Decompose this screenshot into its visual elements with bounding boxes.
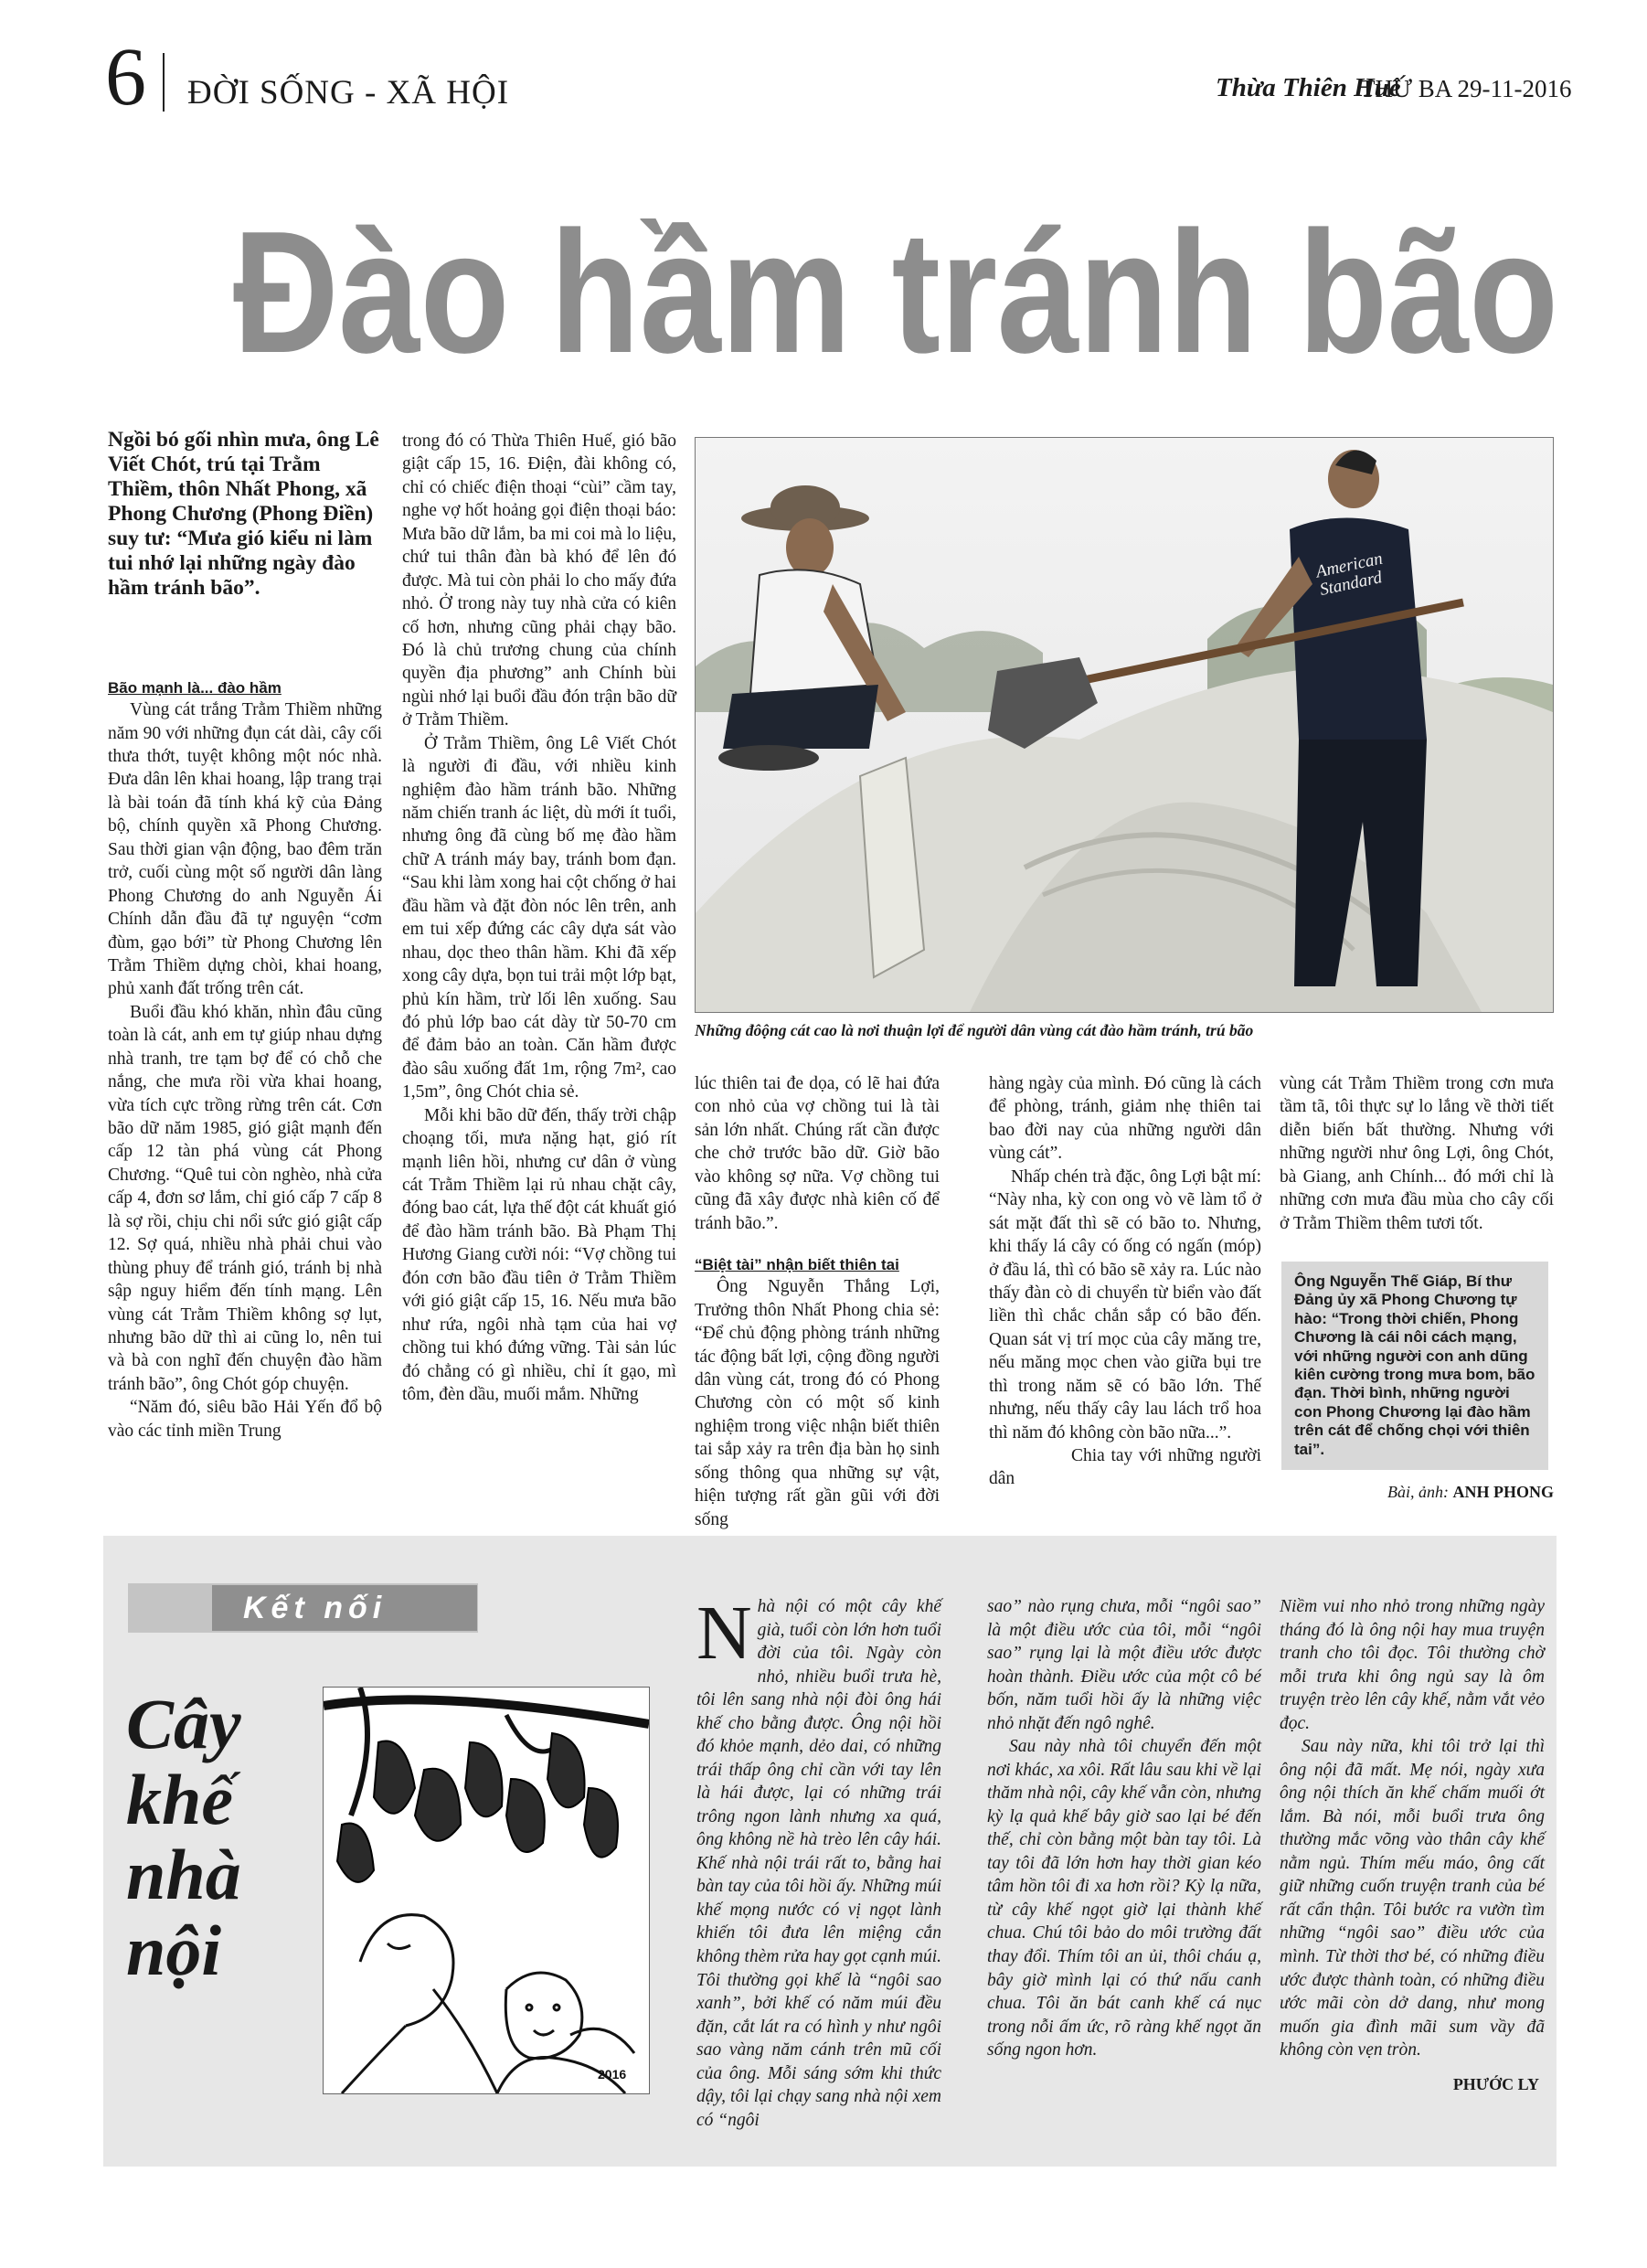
article-lead: Ngồi bó gối nhìn mưa, ông Lê Viết Chót, trú tại Trằm Thiềm, thôn Nhất Phong, xã Phong Chương (Phong Điền) suy tư: “Mưa gió kiểu ni làm tui nhớ lại những ngày đào hầm tránh bão”. [108, 428, 379, 601]
story-title-line: Cây [126, 1684, 241, 1763]
paragraph: Nhấp chén trà đặc, ông Lợi bật mí: “Này nha, kỳ con ong vò vẽ làm tổ ở sát mặt đất thì sẽ có bão to. Nhưng, khi thấy lá cây có ống có ngấn (móp) ở đầu lá, thì có bão sẽ xảy ra. Lúc nào thấy đàn cò di chuyển từ biển vào đất liền thì chắc chắn sắp có bão đến. Quan sát vị trí mọc của cây măng tre, nếu măng mọc chen vào giữa bụi tre thì trong năm sẽ có bão lớn. Thế nhưng, nếu thấy cây lau lách trổ hoa thì năm đó không còn bão nữa...”. [989, 1166, 1261, 1443]
paragraph: “Năm đó, siêu bão Hải Yến đổ bộ vào các tỉnh miền Trung [108, 1398, 382, 1441]
story-title-line: nhà [126, 1835, 241, 1915]
paragraph: lúc thiên tai đe dọa, có lẽ hai đứa con nhỏ của vợ chồng tui là tài sản lớn nhất. Chúng rất cần được che chở trước bão dữ. Giờ bão vào không sợ nữa. Vợ chồng tui cũng đã xây được nhà kiên cố để tránh bão.”. [695, 1074, 940, 1233]
story-author: PHƯỚC LY [1452, 2075, 1539, 2093]
paragraph: vùng cát Trằm Thiềm trong cơn mưa tầm tã, tôi thực sự lo lắng về thời tiết diễn biến bất thường. Nhưng với những người như ông Lợi, ông Chót, bà Giang, anh Chính... đó mới chỉ là những cơn mưa đầu mùa cho cây cối ở Trằm Thiềm thêm tươi tốt. [1280, 1074, 1554, 1233]
sand-digging-illustration [696, 438, 1553, 1012]
sketch-signature: 2016 [598, 2067, 627, 2082]
section-tag-label: Kết nối [212, 1585, 477, 1631]
story-title-line: khế [126, 1759, 233, 1839]
article-column-4 [989, 1072, 1261, 1491]
paragraph: Ông Nguyễn Thắng Lợi, Trưởng thôn Nhất Phong chia sẻ: “Để chủ động phòng tránh những tác động bất lợi, cộng đồng người dân vùng cát, trong đó có Phong Chương còn có một số kinh nghiệm trong việc nhận biết thiên tai sắp xảy ra trên địa bàn họ sinh sống thông qua những sự vật, hiện tượng rất gần gũi với đời sống [695, 1277, 940, 1529]
story-column-3 [1280, 1595, 1545, 2062]
story-title [126, 1684, 336, 1991]
credit-label: Bài, ảnh: [1387, 1483, 1449, 1501]
paragraph: Vùng cát trắng Trằm Thiềm những năm 90 với những đụn cát dài, cây cối thưa thớt, tuyệt không một nóc nhà. Đưa dân lên khai hoang, lập trang trại là bài toán đã tính khá kỹ của Đảng bộ, chính quyền xã Phong Chương. Sau thời gian vận động, bao đêm trăn trở, cuối cùng một số người dân làng Phong Chương do anh Nguyễn Ái Chính dẫn đầu đã tự nguyện “cơm đùm, gạo bới” từ Phong Chương lên Trằm Thiềm dựng chòi, khai hoang, phủ xanh đất trống trên cát. [108, 700, 382, 999]
credit-author: ANH PHONG [1452, 1483, 1554, 1501]
paragraph: Buổi đầu khó khăn, nhìn đâu cũng toàn là cát, anh em tự giúp nhau dựng nhà tranh, tre tạm bợ để có chỗ che nắng, che mưa rồi vừa khai hoang, vừa tích cực trồng rừng trên cát. Cơn bão dữ năm 1985, gió giật mạnh đến cấp 12 tàn phá vùng cát Phong Chương. “Quê tui còn nghèo, nhà cửa cấp 4, đơn sơ lắm, chỉ gió cấp 7 cấp 8 là sợ rồi, chịu chi nổi sức gió giật cấp 12. Sợ quá, nhiều nhà phải chui vào thùng phuy để tránh gió, tránh bị nhà sập nguy hiểm đến tính mạng. Lên vùng cát Trằm Thiềm không sợ lụt, nhưng bão dữ thì ai cũng lo, nên tui và bà con nghĩ đến chuyện đào hầm tránh bão”, ông Chót góp chuyện. [108, 1002, 382, 1394]
story-title-line: nội [126, 1911, 222, 1991]
article-column-3 [695, 1072, 940, 1531]
article-column-2 [402, 430, 676, 1406]
section-name: ĐỜI SỐNG - XÃ HỘI [187, 74, 510, 112]
shirt-print: American Standard [1313, 548, 1385, 600]
story-sketch [323, 1687, 650, 2094]
quote-box: Ông Nguyễn Thế Giáp, Bí thư Đảng ủy xã Phong Chương tự hào: “Trong thời chiến, Phong Chương là cái nôi cách mạng, với những người con anh dũng kiên cường trong mưa bom, bão đạn. Thời bình, những người con Phong Chương lại đào hầm trên cát để chống chọi với thiên tai”. [1281, 1262, 1548, 1470]
article-credit [1280, 1483, 1554, 1502]
photo-caption: Những đôộng cát cao là nơi thuận lợi để người dân vùng cát đào hầm tránh, trú bão [695, 1021, 1254, 1039]
paragraph: Ở Trằm Thiềm, ông Lê Viết Chót là người đi đầu, với nhiều kinh nghiệm đào hầm tránh bão. Những năm chiến tranh ác liệt, dù mới ít tuổi, nhưng ông đã cùng bố mẹ đào hầm chữ A tránh máy bay, tránh bom đạn. “Sau khi làm xong hai cột chống ở hai đầu hầm và đặt đòn nóc lên trên, anh em tui xếp đứng các cây dựa sát vào nhau, dọc theo thân hầm. Khi đã xếp xong cây dựa, bọn tui trải một lớp bạt, phủ kín hầm, trừ lối lên xuống. Sau đó phủ lớp bao cát dày từ 50-70 cm để đảm bảo an toàn. Căn hầm được đào sâu xuống đất 1m, rộng 7m², cao 1,5m”, ông Chót chia sẻ. [402, 733, 676, 1102]
paragraph: trong đó có Thừa Thiên Huế, gió bão giật cấp 15, 16. Điện, đài không có, chỉ có chiếc điện thoại “cùi” cầm tay, nghe vợ hốt hoảng gọi điện thoại báo: Mưa bão dữ lắm, ba mi coi mà lo liệu, chứ tui thân đàn bà khó để lên đó được. Mà tui còn phải lo cho mấy đứa nhỏ. Ở trong này tuy nhà cửa có kiên cố hơn, nhưng cũng phải chạy bão. Đó là chủ trương chung của chính quyền địa phương” anh Chính bùi ngùi nhớ lại buổi đầu đón trận bão dữ ở Trằm Thiềm. [402, 431, 676, 730]
paragraph [696, 1591, 941, 2132]
paragraph: Mỗi khi bão dữ đến, thấy trời chập choạng tối, mưa nặng hạt, gió rít mạnh liên hồi, nhưng cư dân ở vùng cát Trằm Thiềm lại rủ nhau chặt cây, đóng bao cát, lựa thế đột cát khuất gió để đào hầm tránh bão. Bà Phạm Thị Hương Giang cười nói: “Vợ chồng tui đón cơn bão đầu tiên ở Trằm Thiềm với gió giật cấp 15, 16. Nếu mưa bão như rứa, ngôi nhà tạm của hai vợ chồng tui khó đứng vững. Tài sản lúc đó chẳng có gì nhiều, chỉ ít gạo, mì tôm, đèn dầu, muối mắm. Những [402, 1105, 676, 1404]
star-fruit-sketch [324, 1688, 649, 2093]
headline [228, 187, 1563, 471]
story-column-2 [987, 1595, 1261, 2062]
article-column-5 [1280, 1072, 1554, 1235]
issue-date: THỨ BA 29-11-2016 [1360, 75, 1572, 102]
paragraph: sao” nào rụng chưa, mỗi “ngôi sao” là một điều ước của tôi, mỗi “ngôi sao” rụng lại là một điều ước được hoàn thành. Điều ước của một cô bé bốn, năm tuổi hồi ấy là những việc nhỏ nhặt đến ngô nghê. [987, 1597, 1261, 1733]
header-divider [163, 53, 165, 112]
paragraph: Niềm vui nho nhỏ trong những ngày tháng đó là ông nội hay mua truyện tranh cho tôi đọc. Tôi thường chờ mỗi trưa khi ông ngủ say là ôm truyện trèo lên cây khế, nằm vắt vẻo đọc. [1280, 1597, 1545, 1733]
article-photo [695, 437, 1554, 1013]
paragraph: Sau này nhà tôi chuyển đến một nơi khác, xa xôi. Rất lâu sau khi về lại thăm nhà nội, cây khế vẫn còn, nhưng kỳ lạ quả khế bây giờ sao lại bé đến thế, chỉ còn bằng một bàn tay tôi. Là tay tôi đã lớn hơn hay thời gian kéo tâm hồn tôi đi xa hơn rồi? Kỳ lạ nữa, từ cây khế ngọt giờ lại thành khế chua. Chú tôi bảo do môi trường đất thay đổi. Thím tôi an ủi, thôi cháu ạ, bây giờ mình lại có thứ nấu canh chua. Tôi ăn bát canh khế cá nục trong nỗi ấm ức, rõ ràng khế ngọt ăn sống ngon hơn. [987, 1737, 1261, 2060]
paragraph: Chia tay với những người dân [989, 1446, 1261, 1489]
newspaper-name: Thừa Thiên Huế [1216, 73, 1401, 102]
paragraph: hàng ngày của mình. Đó cũng là cách để phòng, tránh, giảm nhẹ thiên tai bao đời nay của những người dân vùng cát”. [989, 1074, 1261, 1164]
story-column-1 [696, 1591, 941, 2132]
headline-text: Đào hầm tránh bão [233, 196, 1558, 389]
paragraph: Sau này nữa, khi tôi trở lại thì ông nội đã mất. Mẹ nói, ngày xưa ông nội thích ăn khế chấm muối ớt lắm. Bà nói, mỗi buổi trưa ông thường mắc võng vào thân cây khế nằm ngủ. Thím mếu máo, ông cất giữ những cuốn truyện tranh của bé rất cẩn thận. Tôi bước ra vườn tìm những “ngôi sao” điều ước của mình. Từ thời thơ bé, có những điều ước được thành toàn, có những điều ước mãi còn dở dang, như mong muốn gia đình mãi sum vầy đã không còn vẹn tròn. [1280, 1737, 1545, 2060]
dropcap: N [696, 1591, 752, 1676]
article-column-1 [108, 678, 382, 1443]
subheading: “Biệt tài” nhận biết thiên tai [695, 1256, 899, 1274]
page-number: 6 [105, 32, 146, 122]
paragraph-text: hà nội có một cây khế già, tuổi còn lớn hơn tuổi đời của tôi. Ngày còn nhỏ, nhiều buổi trưa hè, tôi lên sang nhà nội đòi ông hái khế cho bằng được. Ông nội hồi đó khỏe mạnh, dẻo dai, có những trái thấp ông chỉ cần với tay lên là hái được, lại có những trái trông ngon lành nhưng xa quá, ông không nề hà trèo lên cây hái. Khế nhà nội trái rất to, bằng hai bàn tay của tôi hồi ấy. Những múi khế mọng nước có vị ngọt lành khiến tôi đưa lên miệng cắn không thèm rửa hay gọt cạnh múi. Tôi thường gọi khế là “ngôi sao xanh”, bởi khế có năm múi đều đặn, cắt lát ra có hình y như ngôi sao vàng năm cánh trên mũ cối của ông. Mỗi sáng sớm khi thức dậy, tôi lại chạy sang nhà nội xem có “ngôi [696, 1597, 941, 2130]
subheading: Bão mạnh là... đào hầm [108, 679, 282, 697]
